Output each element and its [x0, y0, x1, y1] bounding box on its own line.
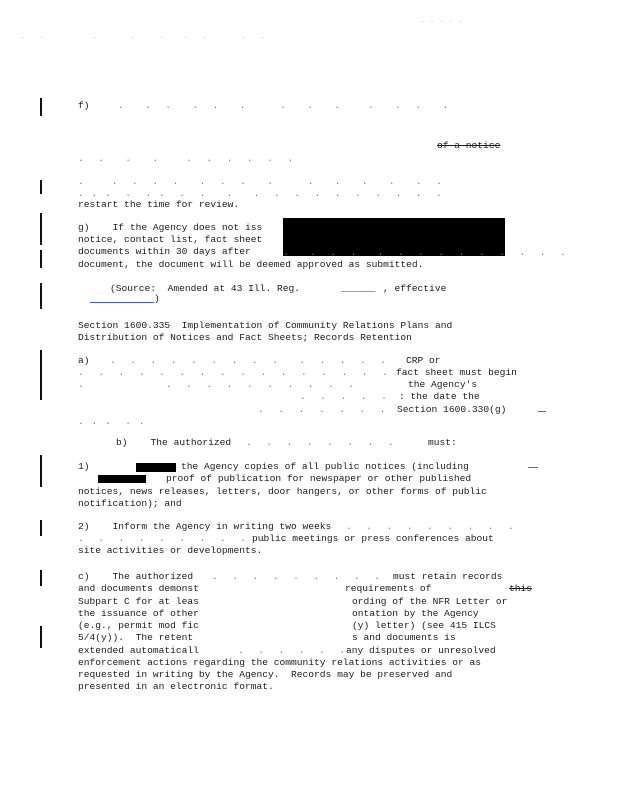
illegible-text: . . . . . . . . . — [346, 521, 515, 532]
illegible-text: . . . . . . — [238, 645, 347, 656]
section-heading-line: Section 1600.335 Implementation of Community Relations Plans and — [78, 320, 453, 331]
paragraph-c-line: enforcement actions regarding the community relations activities or as — [78, 657, 482, 668]
paragraph-g-line: document, the document will be deemed approved as submitted. — [78, 259, 424, 270]
illegible-text: . . . . . . . . . . . — [78, 533, 288, 544]
illegible-text: . . . . . . . . . . . . . . — [110, 355, 388, 366]
revision-bar — [40, 455, 42, 487]
illegible-text: . . . . . . . — [258, 404, 387, 415]
scan-artifact: . . . . . — [420, 16, 464, 25]
paragraph-c-line: Subpart C for at leas — [78, 596, 199, 607]
item-1-line: the Agency copies of all public notices (including — [181, 461, 469, 472]
revision-bar — [40, 180, 42, 194]
paragraph-c-line: requested in writing by the Agency. Records may be preserved and — [78, 669, 453, 680]
item-1-marker: 1) — [78, 461, 90, 472]
red-mark — [528, 467, 538, 468]
revision-bar — [40, 250, 42, 268]
text-fragment: fact sheet must begin — [396, 367, 517, 378]
text-fragment: the Agency's — [408, 379, 478, 390]
section-heading-line: Distribution of Notices and Fact Sheets; Records Retention — [78, 332, 412, 343]
illegible-text: . . . . . — [300, 391, 388, 402]
paragraph-c-line: (e.g., permit mod fic — [78, 620, 199, 631]
item-2-line: public meetings or press conferences about — [252, 533, 494, 544]
paragraph-c-line: ontation by the Agency — [352, 608, 479, 619]
paragraph-c-line: presented in an electronic format. — [78, 681, 274, 692]
item-1-line: proof of publication for newspaper or other published — [166, 473, 472, 484]
paragraph-c-line: c) The authorized — [78, 571, 194, 582]
revision-bar — [40, 626, 42, 648]
revision-bar — [40, 520, 42, 536]
redaction-block — [98, 475, 146, 483]
paragraph-c-line: (y) letter) (see 415 ILCS — [352, 620, 496, 631]
red-mark — [538, 411, 546, 412]
source-blank: ______ — [341, 283, 376, 294]
text-line: restart the time for review. — [78, 199, 240, 210]
source-note: (Source: Amended at 43 Ill. Reg. — [110, 283, 300, 294]
text-fragment: CRP or — [406, 355, 441, 366]
blue-underline — [90, 302, 154, 303]
illegible-text: . . . . . . . . . . — [78, 153, 295, 164]
illegible-text: . . . . . . . . . . . . . . . . . — [78, 367, 410, 378]
item-2-line: site activities or developments. — [78, 545, 263, 556]
revision-bar — [40, 570, 42, 586]
paragraph-c-line: the issuance of other — [78, 608, 199, 619]
source-close: ) — [154, 293, 160, 304]
item-2-line: 2) Inform the Agency in writing two weeks — [78, 521, 332, 532]
text-fragment: : the date the — [399, 391, 480, 402]
text-fragment: Section 1600.330(g) — [397, 404, 507, 415]
paragraph-c-line: any disputes or unresolved — [346, 645, 496, 656]
illegible-text: . . . . . . . . — [246, 437, 395, 448]
illegible-text: . . . . . . . . . — [212, 571, 381, 582]
paragraph-c-line: and documents demonst — [78, 583, 199, 594]
illegible-text: . . . . . . . . . . . . . . . — [78, 176, 443, 187]
item-1-line: notices, news releases, letters, door hangers, or other forms of public — [78, 486, 487, 497]
item-1-line: notification); and — [78, 498, 182, 509]
struck-text: of a notice — [437, 140, 501, 151]
paragraph-c-line: s and documents is — [352, 632, 456, 643]
illegible-text: . . . . . . . . . . . — [78, 379, 356, 390]
illegible-text: . . . . . — [78, 416, 146, 427]
struck-text: this — [509, 583, 533, 594]
paragraph-g-line: g) If the Agency does not iss — [78, 222, 263, 233]
revision-bar — [40, 98, 42, 116]
illegible-text: . . . . . . . . . . . . . . — [283, 247, 567, 258]
paragraph-b-line: b) The authorized — [116, 437, 232, 448]
paragraph-a-marker: a) — [78, 355, 90, 366]
illegible-text: . . . . . . . . . . . . . — [118, 100, 450, 111]
scan-artifact: . . . . . . . . . — [20, 32, 265, 41]
redaction-block — [136, 463, 176, 472]
revision-bar — [40, 283, 42, 309]
paragraph-c-line: requirements of — [345, 583, 432, 594]
illegible-text: . . . . . . . . . . . . . . . . . . . — [78, 188, 443, 199]
paragraph-f-marker: f) — [78, 100, 90, 111]
paragraph-b-must: must: — [428, 437, 457, 448]
paragraph-c-line: 5/4(y)). The retent — [78, 632, 194, 643]
paragraph-g-line: documents within 30 days after — [78, 246, 251, 257]
paragraph-c-line: must retain records — [393, 571, 503, 582]
paragraph-g-line: notice, contact list, fact sheet — [78, 234, 263, 245]
paragraph-c-line: ording of the NFR Letter or — [352, 596, 508, 607]
revision-bar — [40, 213, 42, 245]
paragraph-c-line: extended automaticall — [78, 645, 199, 656]
revision-bar — [40, 350, 42, 400]
source-effective: , effective — [383, 283, 447, 294]
